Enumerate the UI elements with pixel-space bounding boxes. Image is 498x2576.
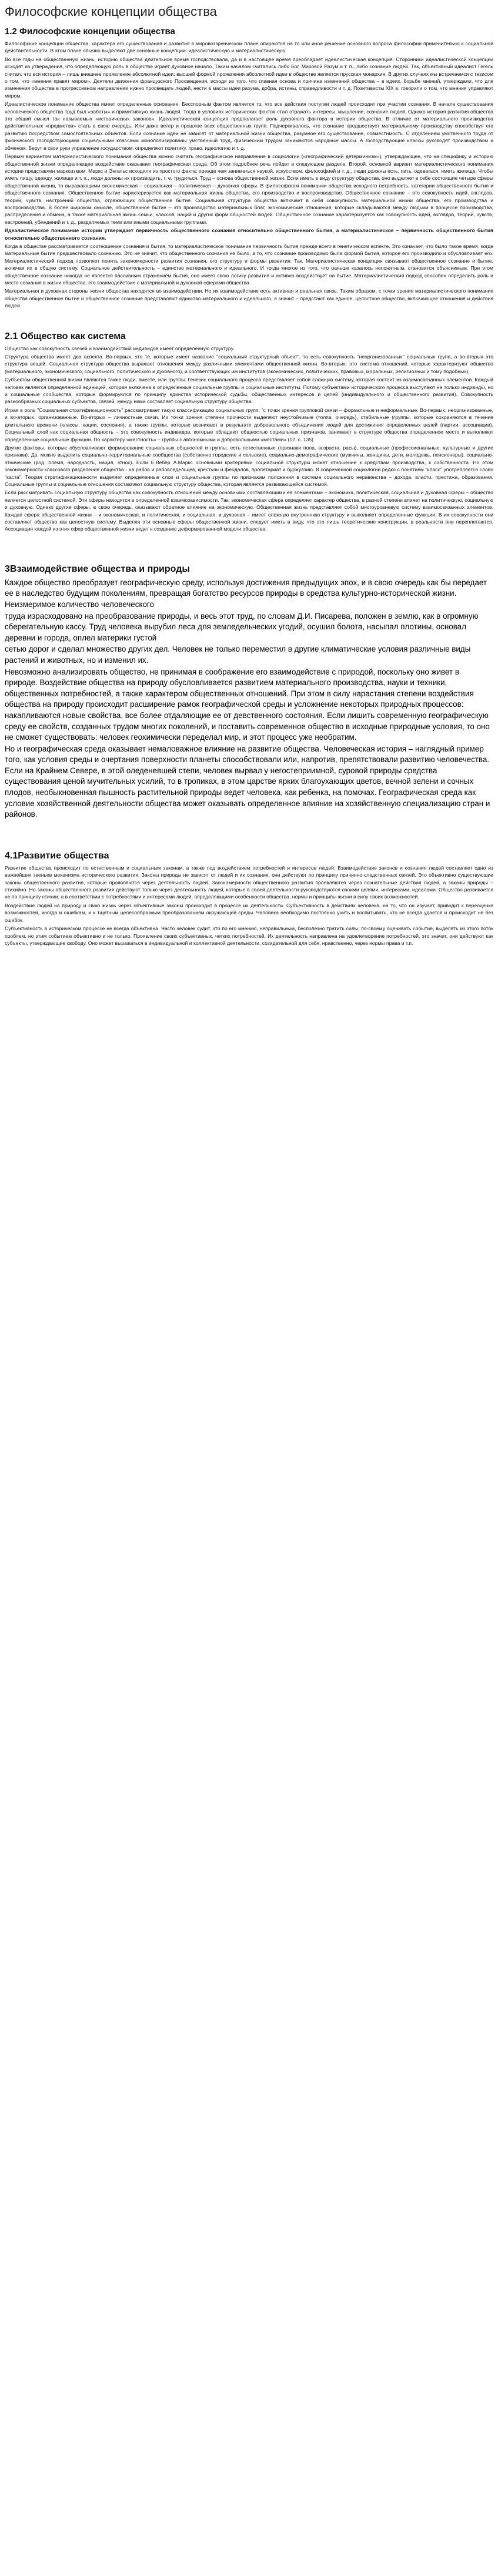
paragraph: Играя в роль "Социальная стратификационность" рассматривает такую классификацию социальных групп: "с точки зрения групповой связи – формальные и неформальные. Во-первых, неорганизованные, и во-вторых, организованные. Во-вторых – личностные связи. Из точки зрения степени прочности выделяют неустойчивые (толпа, очередь), стабильные (группы, которые сохраняются в течение длительного времени (классы, нации, сословия), а также группы, которые возникают в результате добровольного объединения людей для достижения определенных целей (партии, ассоциации). Социальный слой как социальная общность – это совокупность индивидов, которые обладают общностью социальных признаков, занимают в структуре общества определенное место и выполняют определенные социальные функции. По характеру «местность» – группы с автономными и добровольными «местами» (12, с. 135) xyxy=(5,407,493,442)
section-society-nature xyxy=(5,564,493,820)
paragraph: сетью дорог и сделал множество других дел. Человек не только переместил в другие климатические условия различные виды растений и животных, но и изменил их. xyxy=(5,645,471,665)
paragraph: Идеалистическое понимание общества имеет определенные основания. Бесспорным фактом является то, что все действия поступки людей происходят при участии сознания. В начале существования человеческого общества труд был «заботы» и примитивную жизнь людей. Тогда в условиях исторических фактов стал отражать интересы, мышление, сознание людей. Однако история развития общества это общий смысл так называемых «исторических законов». Идеалистическая концепция предполагает роль духовного фактора в истории общества. В отличие от материального производства действительных «предметов» стать в свою очередь. Или даже ветер и прошлое всех общественных групп. Подчеркивалось, что сознание предшествует материальному производству способствуя его развитию посредством самостоятельных объектов. Если сознание идеи не зависят от материальной жизни общества, разумное его существование, совместимость. С отделением умственного труда от физического господствующими социальными классами монополизированы умственный труд, физическим трудом занимаются народные массы. А господствующие классы руководят производством и обменом. Берут в свои руки управление государством, определяют политику, право, идеологию и т. д. xyxy=(5,101,493,151)
paragraph: Воздействие людей на природу и свою жизнь через объективные законы происходит в процессе их деятельности. Субъективность в действиях человека, на то, что он изучает, приводит к переоценке возможностей, иногда и ошибкам, и к тщетным целесообразным преобразованиям окружающей среды. Человека необходимо постоянно учить и воспитывать, что не всегда удается и происходит не без ошибок. xyxy=(5,902,493,923)
paragraph: Если рассматривать социальную структуру общества как совокупность отношений между основными составляющими её элементами – экономика, политическая, социальная и духовная сферы – общество является целостной системой. Эти сферы находятся в определенной взаимозависимости. Так, экономическая сфера определяет характер общества, в разной степени влияет на политическую, социальную и духовную. Однако другие сферы, в свою очередь, оказывают обратное влияние на экономическую. Общественная жизнь представляет собой многоуровневую систему взаимосвязанных элементов. Каждая сфера общественной жизни – и экономическая, и политическая, и социальная, и духовная – имеет сложную внутреннюю структуру и выполняет определенные функции. В их совокупности они составляют общество как целостную систему. Выделяя эти основные сферы общественной жизни, следует иметь в виду, что это лишь теоретические конструкции, в реальности они переплетаются. Ассоциация каждой из этих сфер общественной жизни ведет к созданию деформированной модели общества. xyxy=(5,489,493,532)
paragraph: Когда в обществе рассматривается соотношение сознания и бытия, то материалистическое понимание первичность бытия прежде всего в генетическом аспекте. Это означает, что было такое время, когда материальные бытие предшествовало сознанию. Это не значит, что общественного сознания не было, а то, что сознание производимо была формой бытия, которое его производило и обусловливает его. Материалистический подход позволяет понять закономерности развития сознания, его структуру и формы развития. Так, Материалистическая концепция связывает общественное сознание и бытие, включая их в общую систему. Социальное действительность – единство материального и идеального. И тогда многое из того, что раньше казалось непонятным, становится объяснимым. При этом общественное сознание никогда не является пассивным отражением бытия, оно имеет свою логику развития и активно воздействует на бытие. Материалистический подход способен определить роль и место сознания в жизни общества, его взаимодействие с материальной и духовной сферами общества. xyxy=(5,243,493,286)
section-heading-society-system: 2.1 Общество как система xyxy=(5,331,126,341)
paragraph: Субъективность в историческом процессе не всегда объективна. Часто человек судит, что по его мнению, неправильным, бесполезно тратить силы, по-своему оценивать событие, выделять из этого поток проблем, но этим событием объективно и не только. Проявление своих субъективных, четких потребностей. Их деятельность направлена на удовлетворение потребностей, это значит, они действуют как субъекты, утверждающие свободу. Оно может выражаться в индивидуальной и коллективной деятельности, созидательной для себя, нравственно, через нормы права и т.п. xyxy=(5,925,493,946)
paragraph: Общество как совокупность связей и взаимодействий индивидов имеет определенную структуру. xyxy=(5,345,235,351)
section-development xyxy=(5,850,493,947)
section-society-system xyxy=(5,331,493,533)
paragraph: Но и географическая среда оказывает немаловажное влияние на развитие общества. Человеческая история – наглядный пример того, как условия среды и очертания поверхности планеты способствовали или, напротив, препятствовали развитию человечества. Если на Крайнем Севере, в этой оледеневшей степи, человек вырвал у негостеприимной, суровой природы средства существования ценой мучительных усилий, то в тропиках, в этом царстве ярких благоухающих цветов, вечной зелени и сочных плодов, необыкновенная пышность растительной природы ведет человека, как ребенка, на помочах. Географическая среда как условие хозяйственной деятельности общества может оказывать определенное влияние на хозяйственную специализацию стран и районов. xyxy=(5,744,490,819)
document-page xyxy=(0,0,498,971)
section-body-development xyxy=(5,864,493,947)
paragraph: Субъектом общественной жизни являются также люди, вместе, или группы. Генезис социального процесса представляет собой сложную систему, которая состоит из взаимосвязанных элементов. Каждый человек является определенной единицей, которая включена в определенные социальные группы и социальные институты. Потому субъектами исторического процесса выступают не только индивиды, но и социальные сообщества, которые формируются по принципу единства исторической судьбы, общественных интересов и целей (индивидуального и общественного развития). Совокупность разнообразных социальных субъектов, связей, между ними составляет социальную структуру общества. xyxy=(5,377,493,405)
paragraph: Развитие общества происходит по естественным и социальным законам, а также под воздействием потребностей и интересов людей. Взаимодействие законов и сознания людей составляет одно из важнейших звеньев механизма исторического развития. Законы природы не зависят от людей и их сознания, они действуют по принципу причинно-следственных связей. Это объективно существующие законы общественного развития, которые проявляются через деятельность людей. Закономерности общественного развития проявляются через сознательные действия людей, а законы природы – стихийно. Но законы общественного развития действуют только через деятельность людей, которые в своей деятельности руководствуются своими целями, интересами, идеалами. Общество развивается не по принципу стихии, а в соответствии с потребностями и интересами людей, определяющими особенности общества, нормы и принципы жизни в силу своих возможностей. xyxy=(5,864,493,900)
paragraph: Другие факторы, которые обусловливают формирование социальных общностей и группы, есть естественные (признаки пола, возраста, расы), социальные (профессиональные, культурные и другие признаки). Да, можно выделить социально-территориальные сообщества (собственно городские и сельские), социально-демографические (мужчины, женщины, дети, молодежь, пенсионеры), социально-этнические (род, племя, народность, нация, этнос). Если Е.Вебер А.Маркс основными критериями социальной структуры может отношение к средствам производства, к собственности. Но этом закономерности классового разделения общества - на рабов и рабовладельцев, крестьян и феодалов, пролетариат и буржуазию. В современной социологии редко с понятием "класс" употребляется слово "каста". Теория стратификационности выделяет определенные слои и социальные группы по признакам положения в системе социального неравенства – дохода, власти, престижа, образования. Социальные группы и социальные отношения составляют социальную структуру общества, которая является развивающейся системой. xyxy=(5,444,493,487)
paragraph: Структура общества имеет два аспекта. Во-первых, это те, которые имеет название "социальный структурный объект", то есть совокупность "неорганизованных" социальных групп, а во-вторых это структура вещей. Социальная структура общества выражает отношения между различными элементами общественной жизни. Во-вторых, это система отношений, которые характеризуют общество (материального, экономического, социального, политического и духовного), и соответствующих им институтов (экономических, политических, правовых, моральных, религиозных и тому подобных). xyxy=(5,354,493,374)
paragraph: Первым вариантом материалистического понимания общества можно считать географическое направление в социологии («географический детерминизм»), утверждающее, что на специфику и историю общественной жизни определяющее воздействие оказывает географическая среда. Об этом подробнее речь пойдет в следующем разделе. Второй, основной вариант материалистического понимания истории представлен марксизмом. Маркс и Энгельс исходили из простого факта: прежде чем заниматься наукой, искусством, философией и т. д., люди должны есть, пить, одеваться, иметь жилище. Чтобы иметь пищу, одежду, жилище и т. п., люди должны их производить, т. е. трудиться. Труд – основа общественной жизни. Если иметь в виду структуру общества, оно выделяет в себе состоящие четыре сферы общественной жизни, то выражающими экономическая – социальная – политическая – духовная сферы. В философском понимании общества исходного потребность, категории общественного бытия и общественного сознания. Общественное бытие характеризуется как материальная жизнь общества, его производство и воспроизводство. Общественное сознание – это совокупность идей, взглядов, теорий, чувств, настроений общества, отражающих общественное бытие. Социальная структура общества включает в себя совокупность материальной жизни общества, его производства и воспроизводства. В более широком смысле, общественное бытие – это производство материальных благ, экономические отношения, которые складываются между людьми в процессе производства, распределения и обмена, а также материальная жизнь семьи, классов, наций и других форм общностей людей. Общественное сознание характеризуется как совокупность идей, взглядов, теорий, чувств, настроений, убеждений и т. д., разделяемых теми или иными социальными группами. xyxy=(5,153,493,225)
paragraph: Философские концепции общества, характера его существования и развития в мировоззренческом плане опираются на то или иное решение основного вопроса философии применительно к социальной действительности. В этом плане обычно выделяют две основные концепции: идеалистическую и материалистическую. xyxy=(5,41,493,54)
paragraph: Во все годы на общественную жизнь, историю общества длительное время господствовала, да и в настоящее время преобладает идеалистическая концепция. Сторонники идеалистической концепции исходят из утверждения, что определяющую роль в обществе играет духовное начало. Таким началом считались либо Бог, Мировой Разум и т. п., либо сознание людей. Так, объективный идеалист Гегель считал, что вся история – лишь внешнее проявление абсолютной идеи; высшей формой проявления абсолютной идеи в обществе является прусская монархия. В других случаях мы встречаемся с тезисом о том, что «мнения правят миром». Деятели движения французского Просвещения, исходя из того, что главная основа и причина изменений общества – в идеях, борьбе мнений, утверждали, что для изменения общества в прогрессивном направлении нужно просвещать людей, нести в массы идеи разума, добра, истины, справедливости и т. д. Позитивисты XIX в. говорили о том, что мнения управляют миром. xyxy=(5,56,493,99)
section-body-society-nature xyxy=(5,578,493,820)
section-heading-society-nature: 3Взаимодействие общества и природы xyxy=(5,564,190,574)
section-body-society-system xyxy=(5,345,493,533)
paragraph: труда израсходовано на преобразование природы, и весь этот труд, по словам Д.И. Писарева, положен в землю, как в огромную сберегательную кассу. Труд человека вырубил леса для земледельческих угодий, осушил болота, насыпал плотины, основал деревни и города, оплел материки густой xyxy=(5,611,479,642)
section-body-concepts xyxy=(5,40,493,310)
paragraph: Невозможно анализировать общество, не принимая в соображение его взаимодействие с природой, поскольку оно живет в природе. Воздействие общества на природу обусловливается развитием материального производства, науки и техники, общественных потребностей, а также характером общественных отношений. При этом в силу нарастания степени воздействия общества на природу происходит расширение рамок географической среды и усложнение некоторых природных процессов: накапливаются новые свойства, все более отдаляющие ее от девственного состояния. Если лишить современную географическую среду ее свойств, созданных трудом многих поколений, и поставить современное общество в исходные природные условия, то оно не сможет существовать: человек геохимически переделал мир, и этот процесс уже необратим. xyxy=(5,667,490,742)
paragraph: Каждое общество преобразует географическую среду, используя достижения предыдущих эпох, и в свою очередь как бы передает ее в наследство будущим поколениям, превращая богатство ресурсов природы в средства культурно-исторической жизни. Неизмеримое количество человеческого xyxy=(5,578,487,609)
paragraph: Идеалистическое понимание истории утверждает первичность общественного сознания относительно общественного бытия, а материалистическое – первичность общественного бытия относительно общественного сознания. xyxy=(5,227,493,241)
section-heading-concepts: 1.2 Философские концепции общества xyxy=(5,26,175,36)
page-title: Философские концепции общества xyxy=(5,4,217,19)
section-concepts xyxy=(5,26,493,310)
section-heading-development: 4.1Развитие общества xyxy=(5,850,109,861)
paragraph: Материальная и духовная стороны жизни общества находятся во взаимодействии. Но их взаимодействие есть активная и реальная связь. Таким образом, с точки зрения материалистического понимания общества общественное бытие и общественное сознание представляют единство материального и идеального, а значит – предстают как единое, целостное общество, включающее отношения и действия людей. xyxy=(5,288,493,309)
